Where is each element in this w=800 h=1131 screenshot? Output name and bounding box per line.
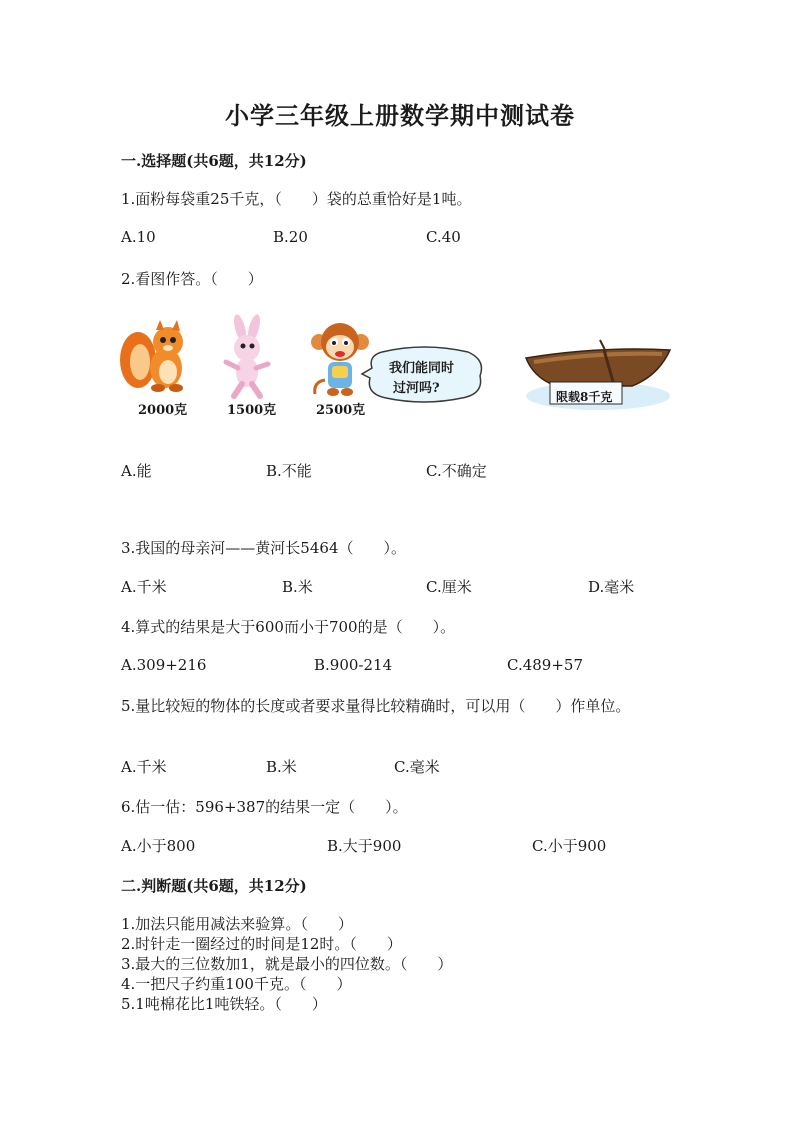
rabbit-figure <box>212 318 282 403</box>
q3-option-c[interactable]: C.厘米 <box>426 578 472 596</box>
q2-option-c[interactable]: C.不确定 <box>426 462 487 480</box>
page-title: 小学三年级上册数学期中测试卷 <box>225 101 575 130</box>
q3-option-a[interactable]: A.千米 <box>121 578 167 596</box>
section-heading-choice: 一.选择题(共6题，共12分) <box>121 152 307 170</box>
q2-option-b[interactable]: B.不能 <box>266 462 312 480</box>
q3-option-d[interactable]: D.毫米 <box>588 578 635 596</box>
q6-option-b[interactable]: B.大于900 <box>327 837 402 855</box>
q2-option-a[interactable]: A.能 <box>121 462 152 480</box>
squirrel-figure <box>118 318 198 403</box>
squirrel-weight-label: 2000克 <box>138 403 188 418</box>
monkey-weight-label: 2500克 <box>316 403 366 418</box>
q4-option-c[interactable]: C.489+57 <box>507 656 583 674</box>
q4-option-a[interactable]: A.309+216 <box>121 656 207 674</box>
question-3: 3.我国的母亲河——黄河长5464（ ）。 <box>121 539 406 557</box>
question-6: 6.估一估：596+387的结果一定（ ）。 <box>121 798 408 816</box>
q5-option-a[interactable]: A.千米 <box>121 758 167 776</box>
judgement-item-2: 2.时针走一圈经过的时间是12时。（ ） <box>121 935 402 953</box>
q6-option-c[interactable]: C.小于900 <box>532 837 607 855</box>
q1-option-b[interactable]: B.20 <box>273 228 308 246</box>
judgement-item-3: 3.最大的三位数加1，就是最小的四位数。（ ） <box>121 955 453 973</box>
q1-option-a[interactable]: A.10 <box>121 228 156 246</box>
section-heading-judgement: 二.判断题(共6题，共12分) <box>121 877 307 895</box>
q3-option-b[interactable]: B.米 <box>282 578 313 596</box>
speech-bubble-line-1: 我们能同时 <box>389 361 455 376</box>
q6-option-a[interactable]: A.小于800 <box>121 837 196 855</box>
judgement-item-5: 5.1吨棉花比1吨铁轻。（ ） <box>121 995 327 1013</box>
q5-option-c[interactable]: C.毫米 <box>394 758 440 776</box>
judgement-item-1: 1.加法只能用减法来验算。（ ） <box>121 915 353 933</box>
question-4: 4.算式的结果是大于600而小于700的是（ ）。 <box>121 618 456 636</box>
question-1: 1.面粉每袋重25千克，（ ）袋的总重恰好是1吨。 <box>121 190 472 208</box>
judgement-item-4: 4.一把尺子约重100千克。（ ） <box>121 975 352 993</box>
question-2: 2.看图作答。（ ） <box>121 270 263 288</box>
q1-option-c[interactable]: C.40 <box>426 228 461 246</box>
speech-bubble-line-2: 过河吗? <box>393 381 440 396</box>
q4-option-b[interactable]: B.900-214 <box>314 656 393 674</box>
q5-option-b[interactable]: B.米 <box>266 758 297 776</box>
boat-capacity-sign: 限载8千克 <box>556 390 613 404</box>
rabbit-weight-label: 1500克 <box>227 403 277 418</box>
question-5: 5.量比较短的物体的长度或者要求量得比较精确时，可以用（ ）作单位。 <box>121 697 631 715</box>
